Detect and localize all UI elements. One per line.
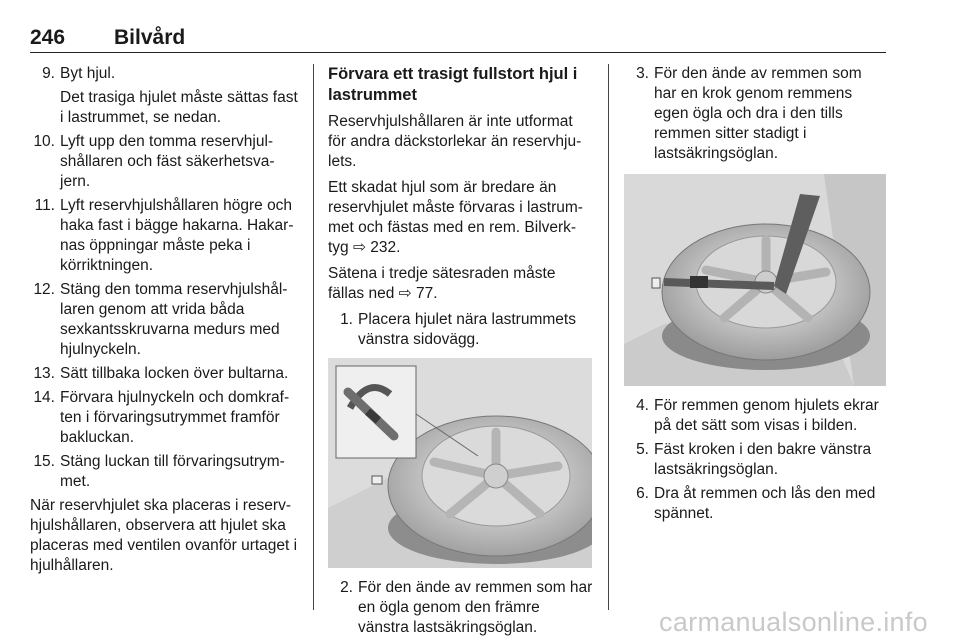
list-item bbox=[328, 310, 594, 350]
list-item bbox=[30, 388, 298, 448]
column-1 bbox=[30, 64, 298, 582]
list-item bbox=[624, 64, 888, 164]
step-number: 15. bbox=[33, 453, 55, 470]
step-text: Fäst kroken i den bakre vänstra lastsäkringsöglan. bbox=[654, 441, 872, 478]
step-number: 10. bbox=[33, 133, 55, 150]
paragraph: Sätena i tredje sätesraden måste fällas ned ⇨ 77. bbox=[328, 265, 556, 302]
wheel-in-trunk-image bbox=[328, 358, 592, 568]
step-text: Dra åt remmen och lås den med spännet. bbox=[654, 485, 876, 522]
step-number: 5. bbox=[636, 441, 649, 458]
page-header bbox=[30, 20, 886, 53]
list-item bbox=[624, 396, 888, 436]
column-2 bbox=[328, 64, 594, 642]
list-item bbox=[30, 64, 298, 128]
list-item bbox=[30, 364, 298, 384]
step-text: Förvara hjulnyckeln och domkraf-ten i förvaringsutrymmet framför bakluckan. bbox=[60, 389, 290, 446]
step-text: Byt hjul. bbox=[60, 65, 116, 82]
list-item bbox=[30, 132, 298, 192]
page-number: 246 bbox=[30, 26, 66, 49]
step-subtext: Det trasiga hjulet måste sättas fast i lastrummet, se nedan. bbox=[60, 89, 298, 126]
step-text: Sätt tillbaka locken över bultarna. bbox=[60, 365, 289, 382]
step-text: För den ände av remmen som har en krok genom remmens egen ögla och dra i den tills remmen sitter stadigt i lastsäkringsöglan. bbox=[654, 65, 862, 162]
note-paragraph: När reservhjulet ska placeras i reserv-hjulshållaren, observera att hjulet ska placeras med ventilen ovanför urtaget i hjulhållaren. bbox=[30, 497, 298, 574]
list-item bbox=[30, 452, 298, 492]
step-number: 14. bbox=[33, 389, 55, 406]
step-text: För remmen genom hjulets ekrar på det sätt som visas i bilden. bbox=[654, 397, 879, 434]
step-text: Lyft upp den tomma reservhjul-shållaren och fäst säkerhetsva-jern. bbox=[60, 133, 275, 190]
list-item bbox=[328, 578, 594, 638]
column-divider bbox=[313, 64, 314, 610]
step-number: 2. bbox=[340, 579, 353, 596]
step-text: Stäng luckan till förvaringsutrym-met. bbox=[60, 453, 285, 490]
paragraph: Reservhjulshållaren är inte utformat för andra däckstorlekar än reservhju-lets. bbox=[328, 113, 582, 170]
list-item bbox=[30, 196, 298, 276]
step-number: 1. bbox=[340, 311, 353, 328]
list-item bbox=[624, 484, 888, 524]
step-number: 3. bbox=[636, 65, 649, 82]
wheel-illustration bbox=[328, 358, 592, 568]
step-text: Stäng den tomma reservhjulshål-laren genom att vrida båda sexkantsskruvarna medurs med hjulnyckeln. bbox=[60, 281, 288, 358]
paragraph: Ett skadat hjul som är bredare än reservhjulet måste förvaras i lastrum-met och fästas med en rem. Bilverk-tyg ⇨ 232. bbox=[328, 179, 583, 256]
strapped-wheel-image bbox=[624, 174, 886, 386]
section-heading: Förvara ett trasigt fullstort hjul i lastrummet bbox=[328, 65, 578, 104]
column-divider bbox=[608, 64, 609, 610]
watermark: carmanualsonline.info bbox=[659, 607, 928, 637]
step-number: 13. bbox=[33, 365, 55, 382]
step-text: Placera hjulet nära lastrummets vänstra sidovägg. bbox=[358, 311, 576, 348]
step-number: 12. bbox=[33, 281, 55, 298]
list-item bbox=[30, 280, 298, 360]
step-number: 6. bbox=[636, 485, 649, 502]
strapped-wheel-illustration bbox=[624, 174, 886, 386]
step-text: Lyft reservhjulshållaren högre och haka fast i bägge hakarna. Hakar-nas öppningar måste peka i körriktningen. bbox=[60, 197, 294, 274]
column-3 bbox=[624, 64, 888, 528]
list-item bbox=[624, 440, 888, 480]
step-text: För den ände av remmen som har en ögla genom den främre vänstra lastsäkringsöglan. bbox=[358, 579, 593, 636]
step-number: 4. bbox=[636, 397, 649, 414]
chapter-title: Bilvård bbox=[114, 26, 186, 49]
step-number: 9. bbox=[42, 65, 55, 82]
step-number: 11. bbox=[34, 197, 55, 214]
